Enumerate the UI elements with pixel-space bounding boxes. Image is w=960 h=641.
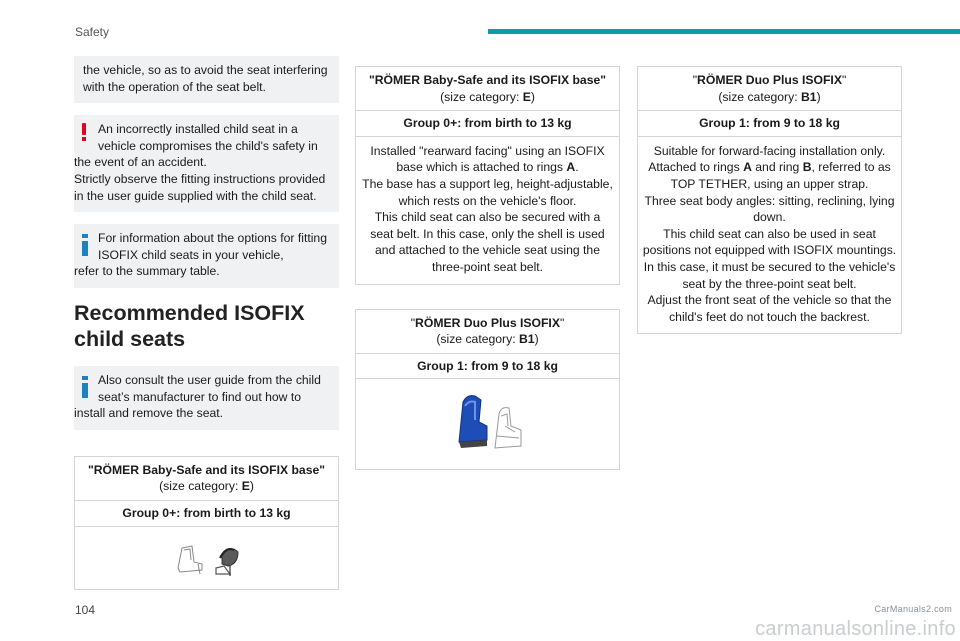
seat-table-duo-plus-details: [637, 66, 902, 334]
info2-text-lead: Also consult the user guide from the child seat’s manufacturer to find out how to: [98, 372, 321, 404]
group-row: Group 0+: from birth to 13 kg: [75, 501, 338, 527]
description-line-5: Adjust the front seat of the vehicle so that the child's feet do not touch the backrest.: [647, 293, 892, 324]
header-accent-bar: [488, 29, 960, 34]
child-seat-illustration: [356, 379, 619, 469]
duo-plus-seat-icon: [451, 392, 525, 456]
table-title-cell: [356, 310, 619, 354]
watermark-small: CarManuals2.com: [874, 604, 952, 614]
info-box-manufacturer: [74, 366, 339, 430]
child-seat-illustration: [75, 527, 338, 589]
warning-box: [74, 115, 339, 212]
info-text-rest: refer to the summary table.: [74, 264, 220, 279]
warning-text-instructions: Strictly observe the fitting instructions provided in the user guide supplied with the child seat.: [74, 171, 326, 203]
header-title: Safety: [75, 25, 110, 39]
info-icon: [82, 376, 88, 398]
seat-table-duo-plus: [355, 309, 620, 471]
description-line-3: Three seat body angles: sitting, reclining, lying down.: [644, 193, 895, 225]
warning-text-rest: the event of an accident.: [74, 155, 207, 170]
info-icon: [82, 234, 88, 256]
description-line-4: This child seat can also be used in seat positions not equipped with ISOFIX mountings. In this case, it must be secured to the vehicle's seat by the three-point seat belt.: [642, 226, 897, 291]
table-title-cell: [75, 457, 338, 501]
info2-text-rest: install and remove the seat.: [74, 406, 224, 421]
column-2: [355, 66, 620, 494]
description-line-2: The base has a support leg, height-adjustable, which rests on the vehicle's floor.: [362, 176, 613, 208]
size-category: (size category: B1): [718, 89, 821, 104]
seat-table-baby-safe-details: [355, 66, 620, 285]
info-text-lead: For information about the options for fitting ISOFIX child seats in your vehicle,: [98, 231, 327, 262]
table-title: "RÖMER Baby-Safe and its ISOFIX base": [368, 73, 607, 87]
warning-exclamation-icon: [82, 123, 86, 139]
table-title: "RÖMER Duo Plus ISOFIX": [410, 315, 565, 330]
group-row: Group 1: from 9 to 18 kg: [356, 354, 619, 380]
continued-note-box: [74, 56, 339, 103]
column-3: [637, 66, 902, 358]
size-category: (size category: E): [440, 89, 535, 104]
group-row: Group 0+: from birth to 13 kg: [356, 111, 619, 137]
table-title-cell: [638, 67, 901, 111]
table-title: "RÖMER Baby-Safe and its ISOFIX base": [87, 462, 326, 477]
section-heading: Recommended ISOFIX child seats: [74, 300, 305, 351]
description-cell: [638, 137, 901, 334]
watermark: [755, 604, 956, 641]
baby-safe-seat-icon: [172, 538, 242, 578]
description-line-1: Installed "rearward facing" using an ISOFIX base which is attached to rings A.: [370, 143, 605, 175]
table-title: "RÖMER Duo Plus ISOFIX": [692, 73, 847, 87]
size-category: (size category: B1): [436, 332, 539, 347]
column-1: [74, 56, 339, 614]
description-line-1: Suitable for forward-facing installation only.: [653, 143, 886, 158]
warning-text-lead: An incorrectly installed child seat in a vehicle compromises the child's safety in: [98, 122, 318, 153]
group-row: Group 1: from 9 to 18 kg: [638, 111, 901, 137]
size-category: (size category: E): [159, 479, 254, 494]
description-line-2: Attached to rings A and ring B, referred to as TOP TETHER, using an upper strap.: [648, 160, 891, 191]
info-box-summary: [74, 224, 339, 288]
description-line-3: This child seat can also be secured with a seat belt. In this case, only the shell is used and attached to the vehicle seat using the three-point seat belt.: [370, 210, 605, 274]
page-number: 104: [75, 603, 96, 617]
continued-note-text: the vehicle, so as to avoid the seat interfering with the operation of the seat belt.: [83, 63, 328, 94]
description-cell: [356, 137, 619, 284]
table-title-cell: [356, 67, 619, 111]
seat-table-baby-safe: [74, 456, 339, 590]
watermark-text: carmanualsonline.info: [755, 618, 956, 640]
